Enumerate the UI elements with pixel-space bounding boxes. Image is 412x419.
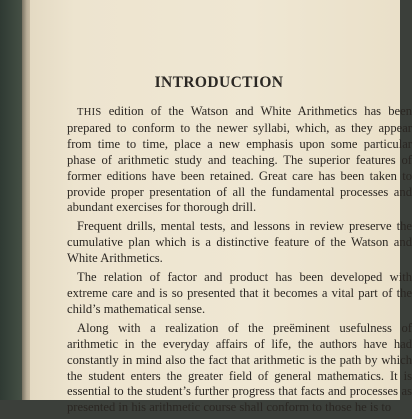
book-page <box>30 0 412 415</box>
paragraph-1 <box>67 104 412 216</box>
paragraph-1-lead: THIS <box>77 107 102 118</box>
body-text <box>67 104 412 419</box>
paragraph-3: The relation of factor and product has been developed with extreme care and is so presented that it becomes a vital part of the child’s mathematical sense. <box>67 270 412 316</box>
paragraph-4: Along with a realization of the preëminent usefulness of arithmetic in the everyday affairs of life, the authors have had constantly in mind also the fact that arithmetic is the path by which the student enters the greater field of general mathematics. It is essential to the student’s further progress that facts and processes as presented in his arithmetic course shall conform to those he is to <box>67 320 412 415</box>
paragraph-2: Frequent drills, mental tests, and lessons in review preserve the cumulative plan which is a distinctive feature of the Watson and White Arithmetics. <box>67 219 412 266</box>
page-heading: INTRODUCTION <box>154 74 284 91</box>
paragraph-1-text: edition of the Watson and White Arithmetics has been prepared to conform to the newer syllabi, which, as they appear from time to time, place a new emphasis upon some particular phase of arithmetic study and teaching. The superior features of former editions have been retained. Great care has been taken to provide proper presentation of all the fundamental processes and abundant exercises for thorough drill. <box>67 104 412 215</box>
